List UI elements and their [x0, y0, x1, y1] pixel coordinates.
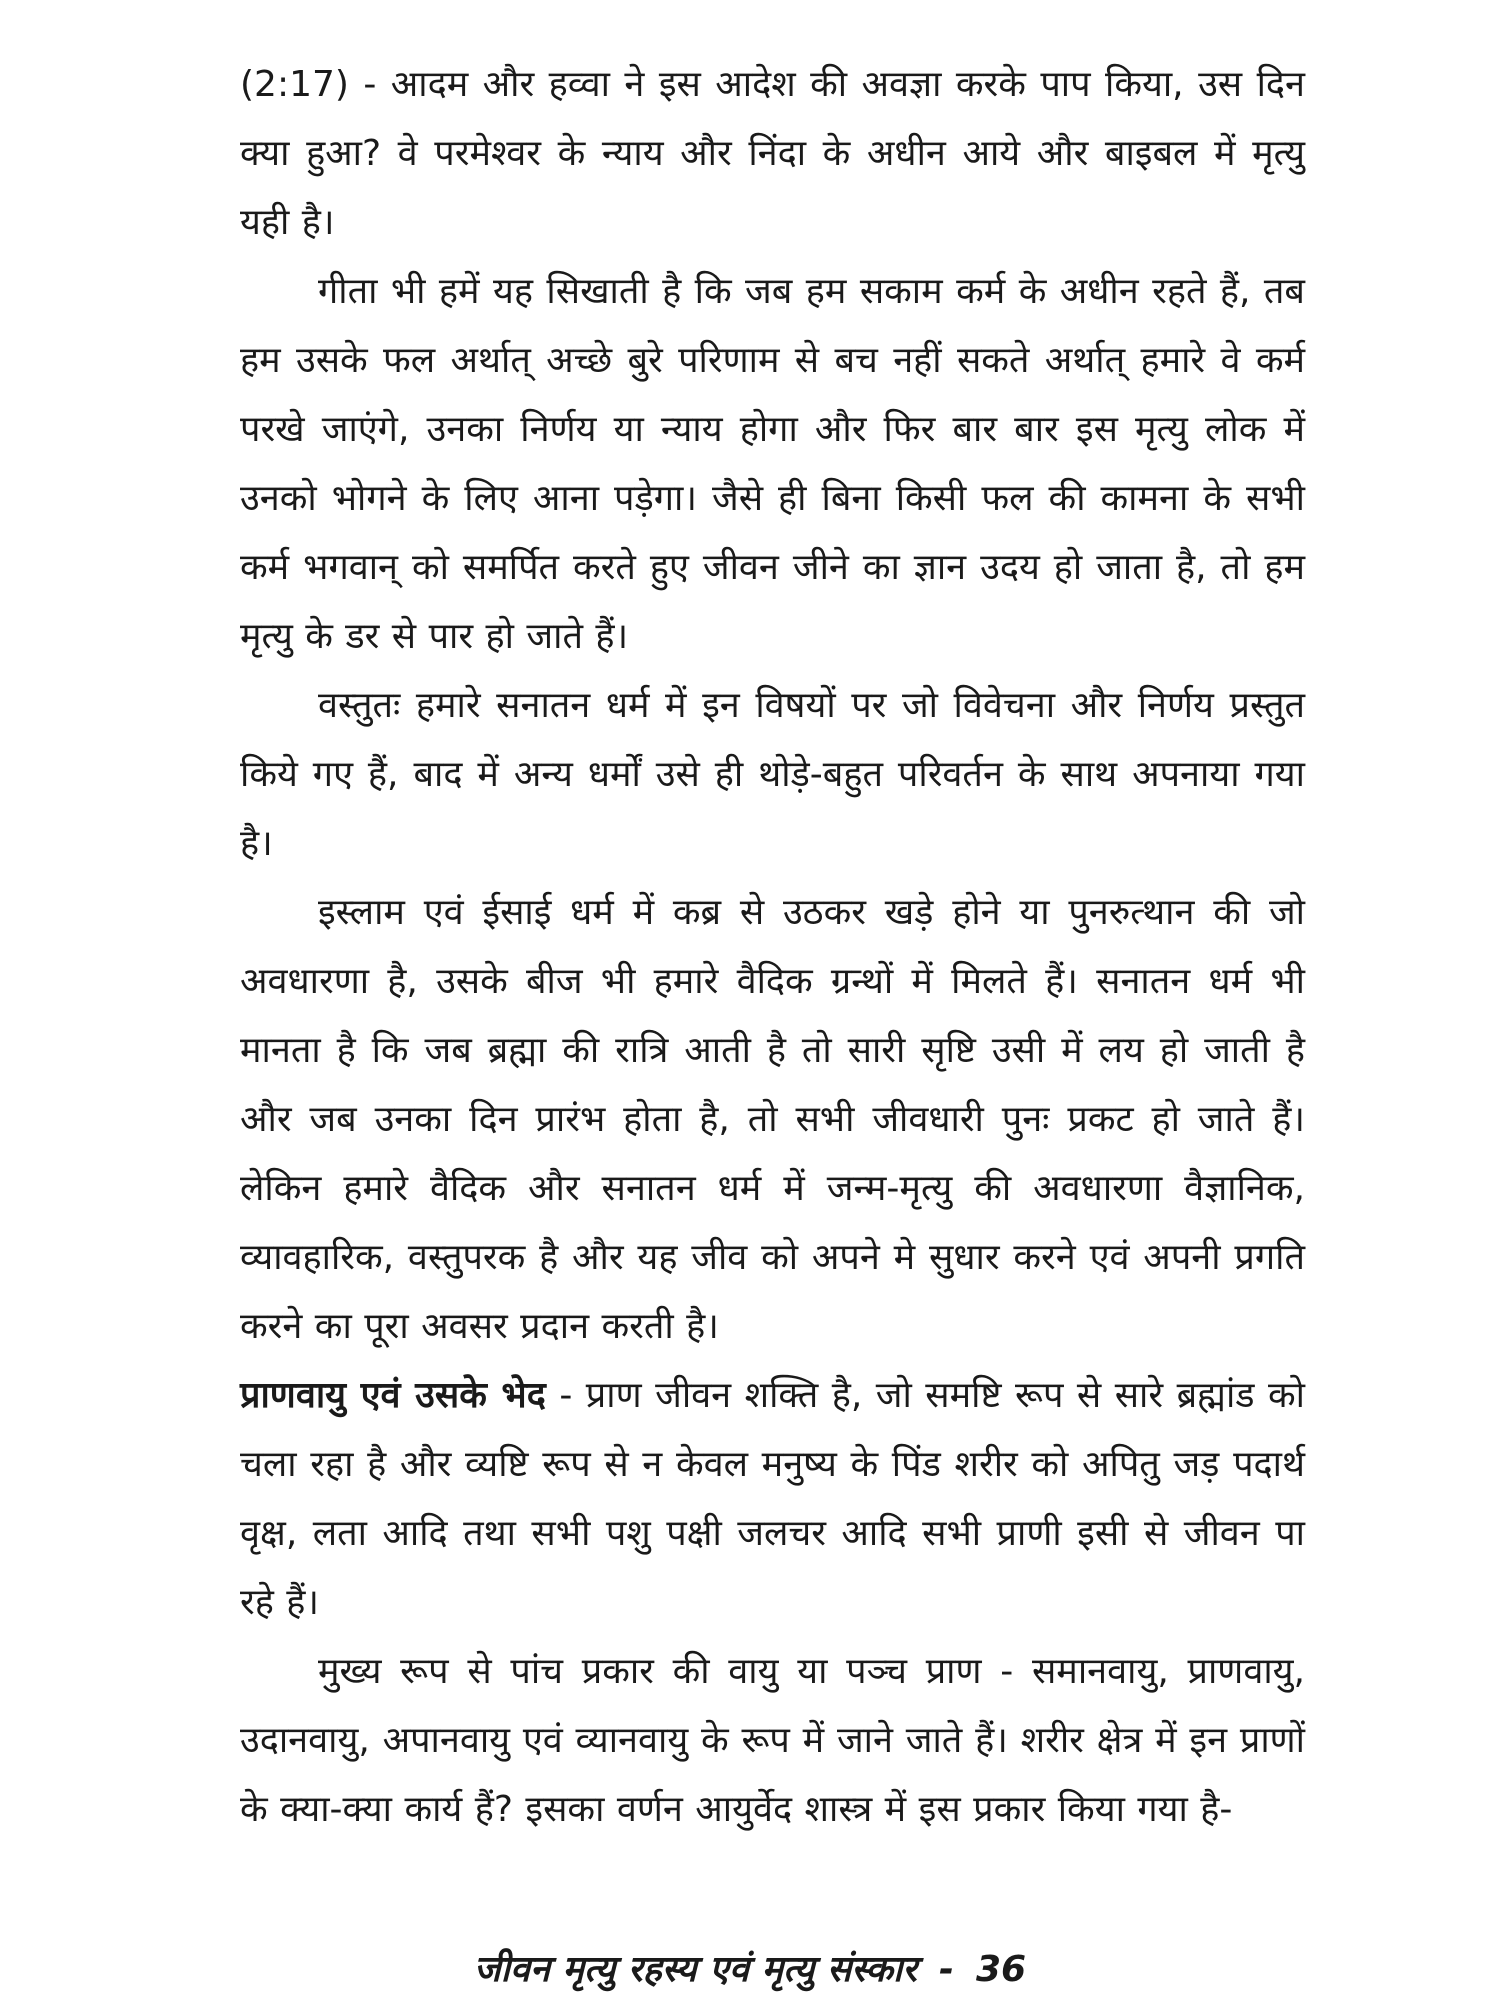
section-pranavayu: [240, 1361, 1305, 1637]
section-heading: प्राणवायु एवं उसके भेद: [240, 1375, 546, 1416]
footer-book-title: जीवन मृत्यु रहस्य एवं मृत्यु संस्कार: [473, 1949, 917, 1990]
page-footer: [0, 1948, 1500, 1992]
body-text: [240, 50, 1305, 1844]
paragraph-pancha-prana: मुख्य रूप से पांच प्रकार की वायु या पञ्च प्राण - समानवायु, प्राणवायु, उदानवायु, अपानवायु एवं व्यानवायु के रूप में जाने जाते हैं। शरीर क्षेत्र में इन प्राणों के क्या-क्या कार्य हैं? इसका वर्णन आयुर्वेद शास्त्र में इस प्रकार किया गया है-: [240, 1651, 1305, 1830]
paragraph-bible-death: (2:17) - आदम और हव्वा ने इस आदेश की अवज्ञा करके पाप किया, उस दिन क्या हुआ? वे परमेश्वर के न्याय और निंदा के अधीन आये और बाइबल में मृत्यु यही है।: [240, 64, 1305, 243]
footer-page-number: 36: [975, 1949, 1027, 1990]
section-text: - प्राण जीवन शक्ति है, जो समष्टि रूप से सारे ब्रह्मांड को चला रहा है और व्यष्टि रूप से न केवल मनुष्य के पिंड शरीर को अपितु जड़ पदार्थ वृक्ष, लता आदि तथा सभी पशु पक्षी जलचर आदि सभी प्राणी इसी से जीवन पा रहे हैं।: [240, 1375, 1306, 1623]
paragraph-gita-karma: गीता भी हमें यह सिखाती है कि जब हम सकाम कर्म के अधीन रहते हैं, तब हम उसके फल अर्थात् अच्छे बुरे परिणाम से बच नहीं सकते अर्थात् हमारे वे कर्म परखे जाएंगे, उनका निर्णय या न्याय होगा और फिर बार बार इस मृत्यु लोक में उनको भोगने के लिए आना पड़ेगा। जैसे ही बिना किसी फल की कामना के सभी कर्म भगवान् को समर्पित करते हुए जीवन जीने का ज्ञान उदय हो जाता है, तो हम मृत्यु के डर से पार हो जाते हैं।: [240, 271, 1305, 657]
footer-separator: -: [939, 1949, 954, 1990]
paragraph-sanatan-dharma: वस्तुतः हमारे सनातन धर्म में इन विषयों पर जो विवेचना और निर्णय प्रस्तुत किये गए हैं, बाद में अन्य धर्मों उसे ही थोड़े-बहुत परिवर्तन के साथ अपनाया गया है।: [240, 685, 1305, 864]
paragraph-resurrection: इस्लाम एवं ईसाई धर्म में कब्र से उठकर खड़े होने या पुनरुत्थान की जो अवधारणा है, उसके बीज भी हमारे वैदिक ग्रन्थों में मिलते हैं। सनातन धर्म भी मानता है कि जब ब्रह्मा की रात्रि आती है तो सारी सृष्टि उसी में लय हो जाती है और जब उनका दिन प्रारंभ होता है, तो सभी जीवधारी पुनः प्रकट हो जाते हैं। लेकिन हमारे वैदिक और सनातन धर्म में जन्म-मृत्यु की अवधारणा वैज्ञानिक, व्यावहारिक, वस्तुपरक है और यह जीव को अपने मे सुधार करने एवं अपनी प्रगति करने का पूरा अवसर प्रदान करती है।: [240, 892, 1305, 1347]
